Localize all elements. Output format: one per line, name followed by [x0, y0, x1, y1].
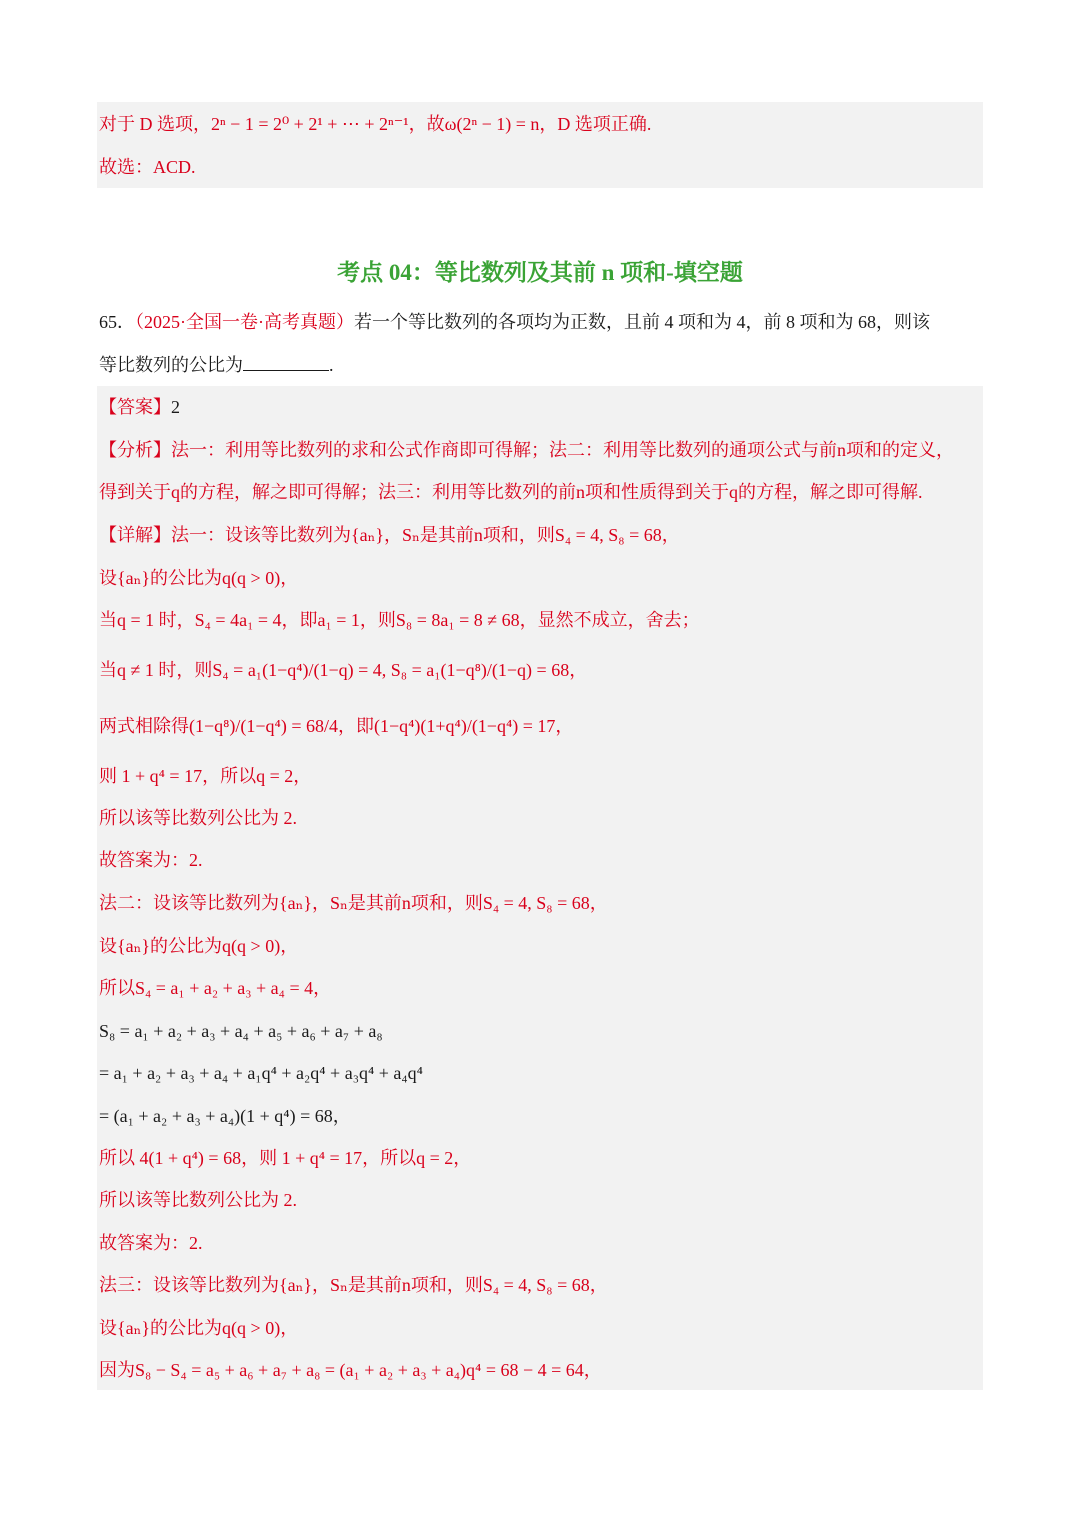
detail-label: 【详解】: [99, 525, 171, 545]
detail-line-19: 设{aₙ}的公比为q(q > 0)，: [99, 1318, 299, 1338]
question-text-1: 若一个等比数列的各项均为正数，且前 4 项和为 4，前 8 项和为 68，则该: [354, 312, 930, 332]
question-text-2-end: .: [329, 355, 334, 375]
answer-blank: [243, 354, 329, 371]
detail-text: 法一：设该等比数列为{aₙ}，Sₙ是其前n项和，则S₄ = 4, S₈ = 68，: [171, 525, 680, 545]
detail-line-16: 所以该等比数列公比为 2.: [99, 1190, 297, 1210]
detail-line-3: 当q = 1 时，S₄ = 4a₁ = 4，即a₁ = 1，则S₈ = 8a₁ = 8 ≠ 68，显然不成立，舍去；: [99, 610, 700, 630]
question-source: （2025·全国一卷·高考真题）: [135, 312, 354, 332]
detail-line-8: 故答案为：2.: [99, 850, 203, 870]
detail-line-2: 设{aₙ}的公比为q(q > 0)，: [99, 568, 299, 588]
detail-line-17: 故答案为：2.: [99, 1233, 203, 1253]
detail-line-18: 法三：设该等比数列为{aₙ}，Sₙ是其前n项和，则S₄ = 4, S₈ = 68，: [99, 1275, 608, 1295]
answer-value: 2: [171, 397, 180, 417]
question-line-2: [99, 352, 983, 378]
analysis-line-1: [99, 437, 983, 463]
question-number: 65．: [99, 312, 135, 332]
detail-line-10: 设{aₙ}的公比为q(q > 0)，: [99, 936, 299, 956]
analysis-text-1: 法一：利用等比数列的求和公式作商即可得解；法二：利用等比数列的通项公式与前n项和的定义，: [171, 440, 954, 460]
detail-line-9: 法二：设该等比数列为{aₙ}，Sₙ是其前n项和，则S₄ = 4, S₈ = 68，: [99, 893, 608, 913]
question-text-2: 等比数列的公比为: [99, 355, 243, 375]
detail-line-5: 两式相除得(1−q⁸)/(1−q⁴) = 68/4，即(1−q⁴)(1+q⁴)/(1−q⁴) = 17，: [99, 716, 574, 736]
detail-line-15: 所以 4(1 + q⁴) = 68，则 1 + q⁴ = 17，所以q = 2，: [99, 1148, 472, 1168]
detail-line-12: S₈ = a₁ + a₂ + a₃ + a₄ + a₅ + a₆ + a₇ + a₈: [99, 1021, 383, 1041]
prev-solution-line-2: 故选：ACD.: [99, 157, 196, 177]
analysis-label: 【分析】: [99, 440, 171, 460]
detail-line-11: 所以S₄ = a₁ + a₂ + a₃ + a₄ = 4，: [99, 978, 332, 998]
answer-line: [99, 394, 983, 420]
detail-line-7: 所以该等比数列公比为 2.: [99, 808, 297, 828]
detail-line-4: 当q ≠ 1 时，则S₄ = a₁(1−q⁴)/(1−q) = 4, S₈ = a₁(1−q⁸)/(1−q) = 68，: [99, 660, 588, 680]
question-line-1: [99, 309, 983, 335]
detail-line-6: 则 1 + q⁴ = 17，所以q = 2，: [99, 766, 312, 786]
detail-line-14: = (a₁ + a₂ + a₃ + a₄)(1 + q⁴) = 68，: [99, 1106, 351, 1126]
detail-line-20: 因为S₈ − S₄ = a₅ + a₆ + a₇ + a₈ = (a₁ + a₂ + a₃ + a₄)q⁴ = 68 − 4 = 64，: [99, 1360, 602, 1380]
prev-solution-line-1: 对于 D 选项，2ⁿ − 1 = 2⁰ + 2¹ + ⋯ + 2ⁿ⁻¹，故ω(2ⁿ − 1) = n，D 选项正确.: [99, 114, 652, 134]
detail-line-1: [99, 522, 983, 548]
answer-label: 【答案】: [99, 397, 171, 417]
section-title: 考点 04：等比数列及其前 n 项和-填空题: [337, 260, 743, 285]
detail-line-13: = a₁ + a₂ + a₃ + a₄ + a₁q⁴ + a₂q⁴ + a₃q⁴ + a₄q⁴: [99, 1063, 423, 1083]
analysis-line-2: 得到关于q的方程，解之即可得解；法三：利用等比数列的前n项和性质得到关于q的方程，解之即可得解.: [99, 482, 923, 502]
